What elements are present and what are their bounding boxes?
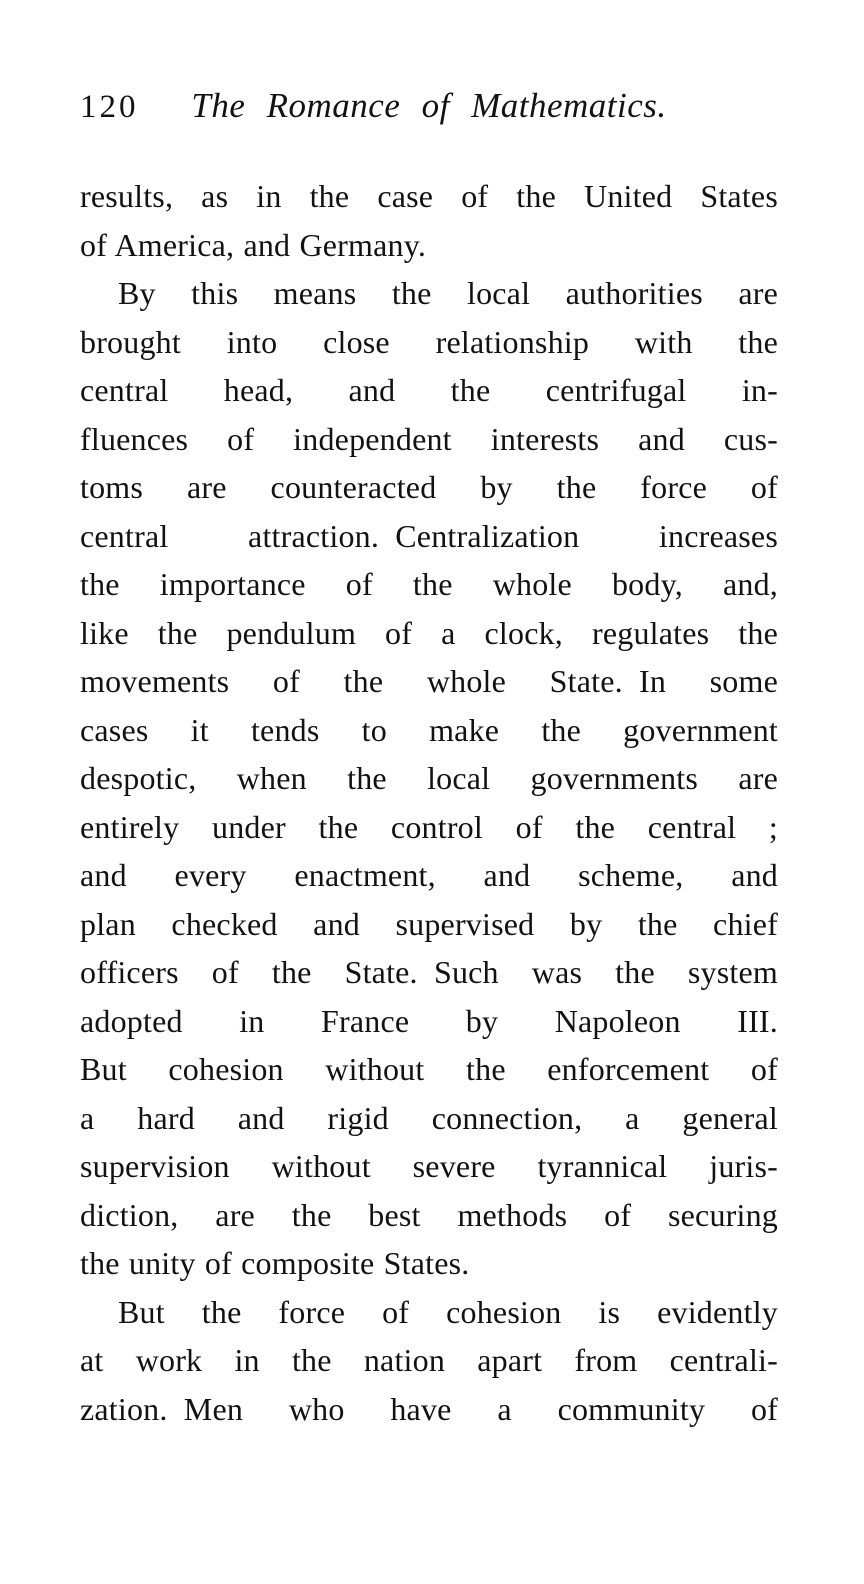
text-line: entirely under the control of the central ; [80,808,778,845]
page-header [80,86,778,136]
text-line: officers of the State. Such was the system [80,954,778,990]
text-line: a hard and rigid connection, a general [80,1099,778,1136]
body-text [80,172,778,1433]
text-line: But cohesion without the enforcement of [80,1051,778,1087]
text-line: fluences of independent interests and cus- [80,420,778,457]
text-line: plan checked and supervised by the chief [80,905,778,942]
running-title: The Romance of Mathematics. [191,86,667,125]
text-line: cases it tends to make the government [80,711,778,748]
text-line: results, as in the case of the United States [80,178,778,214]
text-line: By this means the local authorities are [118,275,778,311]
text-line: central attraction. Centralization increases [80,517,778,554]
text-line: at work in the nation apart from centrali- [80,1342,778,1378]
text-line: toms are counteracted by the force of [80,469,778,505]
text-line: zation. Men who have a community of [80,1390,778,1427]
text-line: like the pendulum of a clock, regulates the [80,614,778,651]
text-line: brought into close relationship with the [80,323,778,360]
page-number: 120 [80,89,139,125]
text-line: But the force of cohesion is evidently [118,1293,778,1330]
text-line: of America, and Germany. [80,226,427,263]
text-line: the importance of the whole body, and, [80,566,778,602]
text-line: the unity of composite States. [80,1245,470,1281]
text-line: movements of the whole State. In some [80,663,778,699]
text-line: and every enactment, and scheme, and [80,857,778,893]
text-line: diction, are the best methods of securing [80,1196,778,1233]
text-line: despotic, when the local governments are [80,760,778,796]
text-line: central head, and the centrifugal in- [80,372,778,408]
text-line: adopted in France by Napoleon III. [80,1002,778,1039]
text-line: supervision without severe tyrannical juris- [80,1148,778,1184]
